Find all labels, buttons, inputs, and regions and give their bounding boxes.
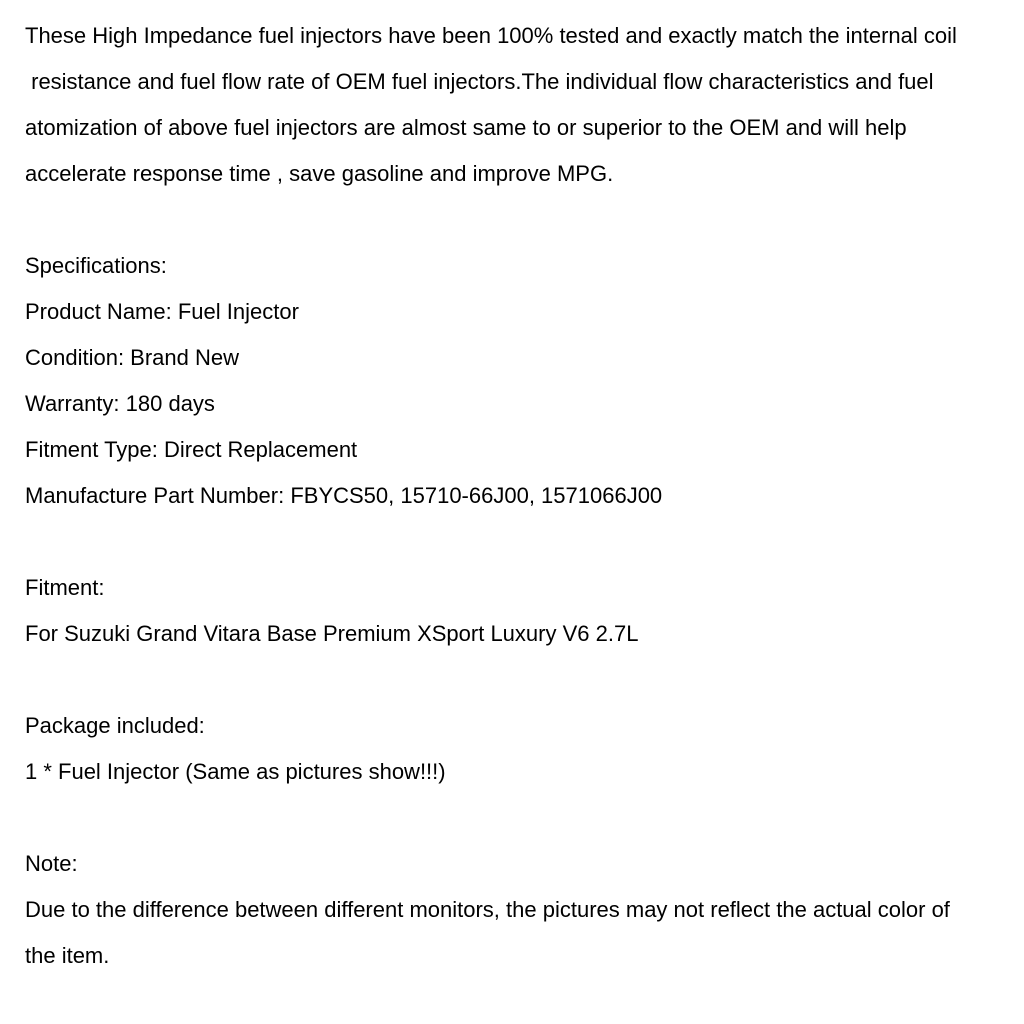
spec-part-number: Manufacture Part Number: FBYCS50, 15710-66J00, 1571066J00 (25, 483, 663, 508)
spacer (25, 657, 1004, 703)
fitment-vehicle: For Suzuki Grand Vitara Base Premium XSport Luxury V6 2.7L (25, 621, 639, 646)
specifications-heading: Specifications: (25, 253, 167, 278)
intro-paragraph (25, 13, 1004, 197)
specifications-section (25, 243, 1004, 519)
note-line: the item. (25, 943, 110, 968)
fitment-heading: Fitment: (25, 575, 105, 600)
package-section (25, 703, 1004, 795)
note-line: Due to the difference between different monitors, the pictures may not reflect the actual color of (25, 897, 950, 922)
package-contents: 1 * Fuel Injector (Same as pictures show!!!) (25, 759, 446, 784)
intro-line: atomization of above fuel injectors are almost same to or superior to the OEM and will help (25, 115, 907, 140)
intro-line: These High Impedance fuel injectors have been 100% tested and exactly match the internal coil (25, 23, 957, 48)
spec-condition: Condition: Brand New (25, 345, 240, 370)
spec-warranty: Warranty: 180 days (25, 391, 215, 416)
note-section (25, 841, 1004, 979)
intro-line: accelerate response time , save gasoline and improve MPG. (25, 161, 614, 186)
note-heading: Note: (25, 851, 78, 876)
intro-line: resistance and fuel flow rate of OEM fuel injectors.The individual flow characteristics and fuel (25, 69, 934, 94)
spec-product-name: Product Name: Fuel Injector (25, 299, 299, 324)
package-heading: Package included: (25, 713, 205, 738)
spacer (25, 795, 1004, 841)
spec-fitment-type: Fitment Type: Direct Replacement (25, 437, 358, 462)
spacer (25, 519, 1004, 565)
spacer (25, 197, 1004, 243)
fitment-section (25, 565, 1004, 657)
